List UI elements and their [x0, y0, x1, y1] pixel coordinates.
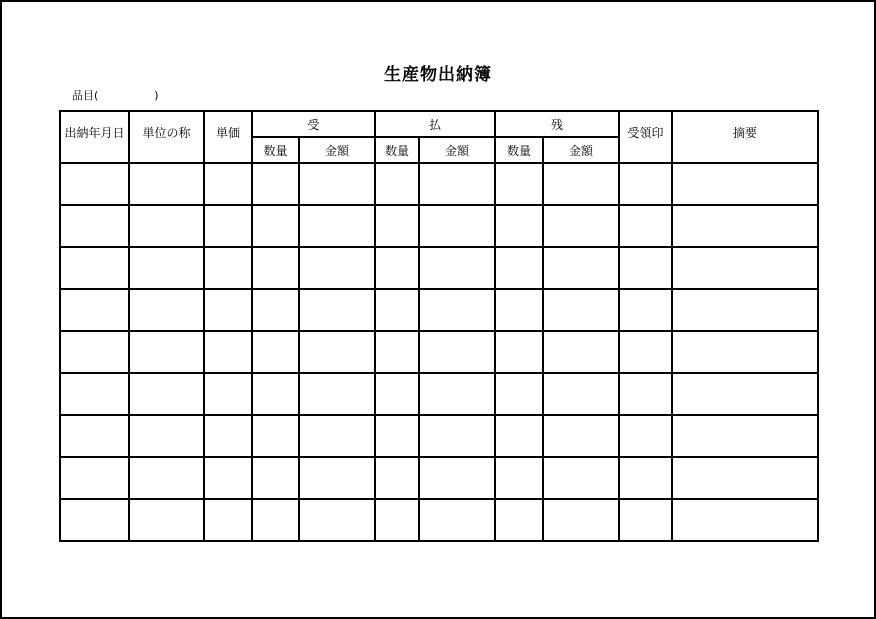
cell-remain-qty[interactable]: [495, 415, 543, 457]
cell-summary[interactable]: [672, 331, 818, 373]
cell-date[interactable]: [60, 289, 129, 331]
cell-remain-amount[interactable]: [543, 163, 619, 205]
cell-unit-price[interactable]: [204, 247, 252, 289]
cell-receive-qty[interactable]: [252, 331, 299, 373]
cell-unit-price[interactable]: [204, 331, 252, 373]
cell-receipt-seal[interactable]: [619, 499, 672, 541]
cell-pay-qty[interactable]: [375, 247, 419, 289]
cell-pay-amount[interactable]: [419, 499, 495, 541]
cell-receive-qty[interactable]: [252, 499, 299, 541]
header-remain: 残: [495, 111, 619, 137]
table-row: [60, 331, 818, 373]
cell-date[interactable]: [60, 457, 129, 499]
cell-summary[interactable]: [672, 205, 818, 247]
header-receive: 受: [252, 111, 375, 137]
table-row: [60, 373, 818, 415]
cell-receive-amount[interactable]: [299, 373, 375, 415]
cell-unit-name[interactable]: [129, 163, 204, 205]
cell-receive-amount[interactable]: [299, 331, 375, 373]
cell-remain-qty[interactable]: [495, 499, 543, 541]
cell-unit-price[interactable]: [204, 289, 252, 331]
cell-pay-amount[interactable]: [419, 205, 495, 247]
cell-date[interactable]: [60, 499, 129, 541]
header-pay-qty: 数量: [375, 137, 419, 163]
cell-date[interactable]: [60, 331, 129, 373]
cell-unit-price[interactable]: [204, 163, 252, 205]
header-receipt-seal: 受領印: [619, 111, 672, 163]
cell-summary[interactable]: [672, 289, 818, 331]
cell-unit-name[interactable]: [129, 247, 204, 289]
cell-unit-name[interactable]: [129, 205, 204, 247]
cell-receive-qty[interactable]: [252, 205, 299, 247]
cell-receive-qty[interactable]: [252, 373, 299, 415]
cell-remain-amount[interactable]: [543, 499, 619, 541]
cell-receipt-seal[interactable]: [619, 457, 672, 499]
cell-pay-amount[interactable]: [419, 289, 495, 331]
cell-pay-amount[interactable]: [419, 163, 495, 205]
header-unit-name: 単位の称: [129, 111, 204, 163]
cell-remain-qty[interactable]: [495, 373, 543, 415]
item-label-open: 品目(: [72, 89, 99, 102]
cell-unit-name[interactable]: [129, 415, 204, 457]
header-pay-amount: 金額: [419, 137, 495, 163]
header-remain-qty: 数量: [495, 137, 543, 163]
item-label-close: ): [154, 89, 159, 102]
cell-date[interactable]: [60, 373, 129, 415]
item-label: [72, 87, 159, 103]
header-row-1: [60, 111, 818, 137]
cell-pay-qty[interactable]: [375, 457, 419, 499]
cell-receive-amount[interactable]: [299, 163, 375, 205]
cell-remain-qty[interactable]: [495, 205, 543, 247]
cell-summary[interactable]: [672, 163, 818, 205]
cell-summary[interactable]: [672, 415, 818, 457]
cell-receive-amount[interactable]: [299, 415, 375, 457]
cell-pay-amount[interactable]: [419, 373, 495, 415]
cell-date[interactable]: [60, 247, 129, 289]
cell-unit-price[interactable]: [204, 499, 252, 541]
cell-pay-qty[interactable]: [375, 415, 419, 457]
cell-remain-amount[interactable]: [543, 247, 619, 289]
cell-remain-qty[interactable]: [495, 247, 543, 289]
cell-unit-price[interactable]: [204, 373, 252, 415]
cell-pay-qty[interactable]: [375, 373, 419, 415]
cell-receipt-seal[interactable]: [619, 205, 672, 247]
header-summary: 摘要: [672, 111, 818, 163]
cell-pay-qty[interactable]: [375, 163, 419, 205]
cell-receive-qty[interactable]: [252, 415, 299, 457]
ledger-body: [60, 163, 818, 541]
cell-pay-amount[interactable]: [419, 415, 495, 457]
header-pay: 払: [375, 111, 495, 137]
cell-pay-qty[interactable]: [375, 331, 419, 373]
cell-unit-price[interactable]: [204, 415, 252, 457]
cell-remain-amount[interactable]: [543, 457, 619, 499]
cell-summary[interactable]: [672, 247, 818, 289]
header-remain-amount: 金額: [543, 137, 619, 163]
cell-unit-price[interactable]: [204, 457, 252, 499]
cell-pay-qty[interactable]: [375, 205, 419, 247]
cell-receive-qty[interactable]: [252, 289, 299, 331]
cell-receipt-seal[interactable]: [619, 415, 672, 457]
cell-receipt-seal[interactable]: [619, 289, 672, 331]
cell-remain-qty[interactable]: [495, 331, 543, 373]
ledger-table: [59, 110, 819, 542]
cell-summary[interactable]: [672, 373, 818, 415]
cell-unit-price[interactable]: [204, 205, 252, 247]
table-row: [60, 499, 818, 541]
cell-remain-amount[interactable]: [543, 289, 619, 331]
cell-remain-qty[interactable]: [495, 457, 543, 499]
cell-pay-amount[interactable]: [419, 247, 495, 289]
cell-receive-amount[interactable]: [299, 499, 375, 541]
cell-remain-qty[interactable]: [495, 289, 543, 331]
cell-receive-amount[interactable]: [299, 457, 375, 499]
cell-receipt-seal[interactable]: [619, 331, 672, 373]
table-row: [60, 289, 818, 331]
cell-unit-name[interactable]: [129, 373, 204, 415]
table-row: [60, 415, 818, 457]
cell-receive-amount[interactable]: [299, 247, 375, 289]
cell-unit-name[interactable]: [129, 289, 204, 331]
cell-receipt-seal[interactable]: [619, 163, 672, 205]
cell-summary[interactable]: [672, 499, 818, 541]
table-row: [60, 205, 818, 247]
cell-pay-qty[interactable]: [375, 499, 419, 541]
cell-receive-qty[interactable]: [252, 247, 299, 289]
cell-pay-amount[interactable]: [419, 331, 495, 373]
cell-receive-amount[interactable]: [299, 289, 375, 331]
cell-remain-amount[interactable]: [543, 331, 619, 373]
header-unit-price: 単価: [204, 111, 252, 163]
cell-remain-qty[interactable]: [495, 163, 543, 205]
cell-unit-name[interactable]: [129, 499, 204, 541]
cell-unit-name[interactable]: [129, 457, 204, 499]
document-title: 生産物出納簿: [384, 65, 492, 85]
table-row: [60, 247, 818, 289]
cell-summary[interactable]: [672, 457, 818, 499]
table-row: [60, 163, 818, 205]
cell-remain-amount[interactable]: [543, 373, 619, 415]
header-receive-amount: 金額: [299, 137, 375, 163]
cell-date[interactable]: [60, 163, 129, 205]
cell-unit-name[interactable]: [129, 331, 204, 373]
cell-receipt-seal[interactable]: [619, 373, 672, 415]
cell-receipt-seal[interactable]: [619, 247, 672, 289]
cell-date[interactable]: [60, 205, 129, 247]
header-receive-qty: 数量: [252, 137, 299, 163]
cell-receive-qty[interactable]: [252, 457, 299, 499]
cell-receive-qty[interactable]: [252, 163, 299, 205]
cell-receive-amount[interactable]: [299, 205, 375, 247]
cell-date[interactable]: [60, 415, 129, 457]
cell-pay-amount[interactable]: [419, 457, 495, 499]
header-date: 出納年月日: [60, 111, 129, 163]
cell-pay-qty[interactable]: [375, 289, 419, 331]
cell-remain-amount[interactable]: [543, 415, 619, 457]
cell-remain-amount[interactable]: [543, 205, 619, 247]
table-row: [60, 457, 818, 499]
